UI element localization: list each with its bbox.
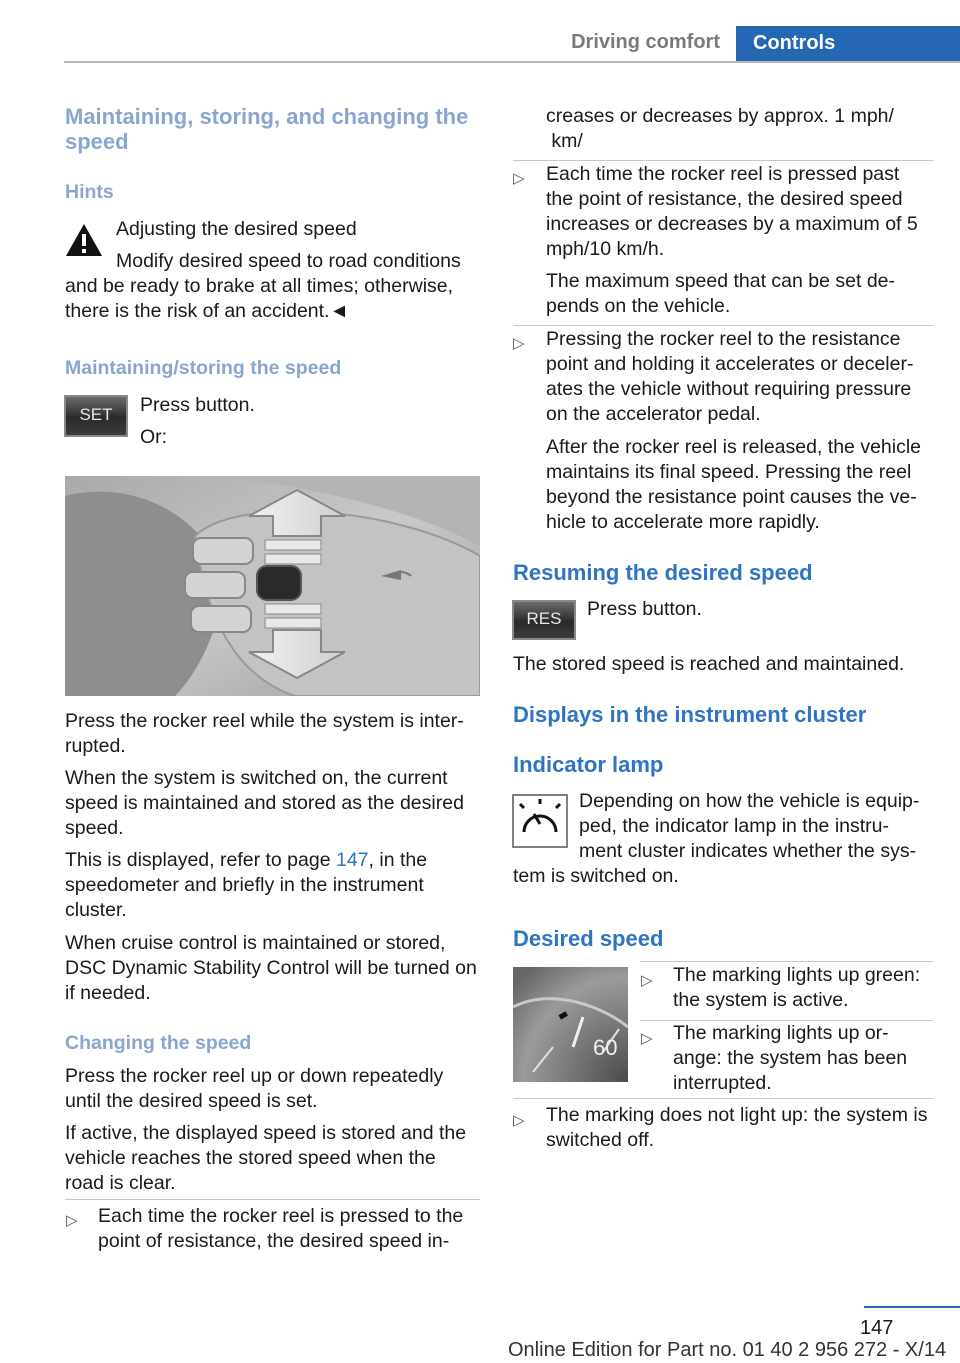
list-divider: [65, 1199, 480, 1200]
steering-wheel-rocker-illustration: [65, 476, 480, 696]
list-item-max-speed-note: The maximum speed that can be set de-pends on the vehicle.: [546, 270, 896, 317]
desired-speed-heading: Desired speed: [513, 926, 664, 951]
set-press-button-text: Press button.: [140, 394, 255, 416]
bullet-marker: ▷: [513, 170, 525, 187]
header-chapter-tab: Controls: [736, 26, 960, 63]
header-rule: [64, 61, 960, 63]
displayed-text-pre: This is displayed, refer to page: [65, 849, 336, 871]
warning-icon: [64, 222, 104, 258]
page-number: 147: [860, 1317, 894, 1339]
paragraph-switched-on: When the system is switched on, the current speed is maintained and stored as the desired speed.: [65, 767, 464, 839]
list-item-marking-off: The marking does not light up: the system is switched off.: [546, 1104, 928, 1151]
indicator-text-line-4: tem is switched on.: [513, 865, 679, 887]
storing-heading: Maintaining/storing the speed: [65, 357, 342, 379]
paragraph-displayed: [65, 848, 480, 923]
bullet-marker: ▷: [641, 1030, 653, 1047]
paragraph-if-active: If active, the displayed speed is stored and the vehicle reaches the stored speed when the road is clear.: [65, 1122, 467, 1194]
indicator-heading: Indicator lamp: [513, 752, 664, 777]
indicator-text-line-3: ment cluster indicates whether the sys-: [579, 840, 917, 862]
list-item-after-release: After the rocker reel is released, the vehicle maintains its final speed. Pressing the reel beyond the resistance point causes the ve-hicle to accelerate more rapidly.: [546, 436, 922, 533]
changing-heading: Changing the speed: [65, 1032, 252, 1054]
footer-rule: [864, 1306, 960, 1308]
page-reference-link[interactable]: 147: [335, 849, 369, 871]
warning-text: and be ready to brake at all times; otherwise, there is the risk of an accident.◄: [65, 275, 454, 322]
cruise-control-indicator-icon: [512, 794, 568, 848]
list-divider: [513, 1098, 933, 1099]
section-title: Maintaining, storing, and changing the speed: [65, 104, 469, 154]
or-text: Or:: [140, 426, 168, 448]
list-item-past-resistance: Each time the rocker reel is pressed past the point of resistance, the desired speed increases or decreases by a maximum of 5 mph/10 km/h.: [546, 163, 918, 260]
warning-title: Adjusting the desired speed: [116, 218, 357, 240]
displays-heading: Displays in the instrument cluster: [513, 702, 867, 727]
res-button-image: RES: [512, 600, 576, 640]
continued-text-2: km/: [546, 130, 583, 152]
list-item-marking-orange: The marking lights up or-ange: the system has been interrupted.: [673, 1022, 908, 1094]
set-button-image: SET: [64, 395, 128, 437]
list-item-marking-green: The marking lights up green: the system is active.: [673, 964, 921, 1011]
list-item-hold-accelerates: Pressing the rocker reel to the resistance point and holding it accelerates or deceler-ates the vehicle without requiring pressure on the accelerator pedal.: [546, 328, 914, 425]
paragraph-dsc: When cruise control is maintained or stored, DSC Dynamic Stability Control will be turned on if needed.: [65, 932, 477, 1004]
paragraph-press-rocker: Press the rocker reel while the system is inter-rupted.: [65, 710, 464, 757]
list-divider: [513, 325, 933, 326]
hints-heading: Hints: [65, 181, 114, 203]
warning-line-1: Modify desired speed to road conditions: [116, 250, 461, 272]
footer-edition: Online Edition for Part no. 01 40 2 956 272 - X/14: [508, 1339, 947, 1361]
speedo-value-label: 60: [593, 1035, 618, 1060]
list-item-point-of-resistance: Each time the rocker reel is pressed to the point of resistance, the desired speed in-: [98, 1205, 464, 1252]
bullet-marker: ▷: [641, 972, 653, 989]
bullet-marker: ▷: [66, 1212, 78, 1229]
paragraph-press-up-down: Press the rocker reel up or down repeatedly until the desired speed is set.: [65, 1065, 444, 1112]
indicator-text-line-2: ped, the indicator lamp in the instru-: [579, 815, 890, 837]
bullet-marker: ▷: [513, 335, 525, 352]
paragraph-stored-speed: The stored speed is reached and maintained.: [513, 653, 905, 675]
res-press-button-text: Press button.: [587, 598, 702, 620]
displayed-text-post: , in the speedometer and briefly in the instrument cluster.: [65, 849, 428, 921]
resume-heading: Resuming the desired speed: [513, 560, 813, 585]
list-divider: [513, 160, 933, 161]
header-section-label: Driving comfort: [571, 31, 720, 53]
list-divider: [640, 961, 933, 962]
indicator-text-line-1: Depending on how the vehicle is equip-: [579, 790, 920, 812]
bullet-marker: ▷: [513, 1112, 525, 1129]
speedometer-marking-image: [513, 967, 628, 1082]
continued-text: creases or decreases by approx. 1 mph/: [546, 105, 894, 127]
